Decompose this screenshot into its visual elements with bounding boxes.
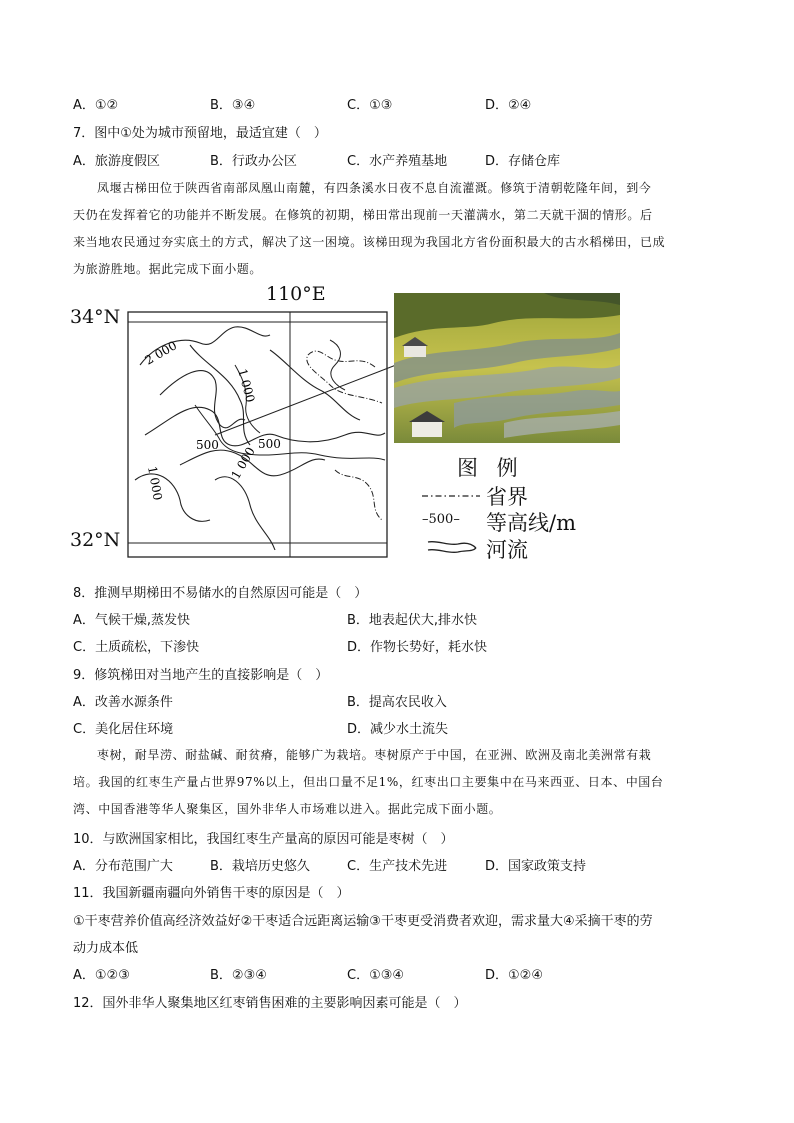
contour-line-icon: –500–	[422, 512, 460, 527]
q11-statements-line1: ①干枣营养价值高经济效益好②干枣适合远距离运输③干枣更受消费者欢迎，需求量大④采摘干枣的劳	[73, 914, 653, 929]
q11-option-c[interactable]: C．①③④	[347, 968, 405, 983]
contour-line-symbol: 500	[428, 512, 454, 527]
q11-option-a[interactable]: A．①②③	[73, 968, 130, 983]
q9-option-d[interactable]: D．减少水土流失	[347, 722, 449, 737]
q10-stem: 10．与欧洲国家相比，我国红枣生产量高的原因可能是枣树（ ）	[73, 832, 454, 847]
q9-option-b[interactable]: B．提高农民收入	[347, 695, 447, 710]
q11-option-b[interactable]: B．②③④	[210, 968, 267, 983]
q8-option-a[interactable]: A．气候干燥,蒸发快	[73, 613, 191, 628]
river-trib	[330, 340, 345, 390]
contour-label: 500	[258, 437, 281, 451]
latitude-bottom-label: 32°N	[70, 529, 121, 551]
contour-label: 1 000	[228, 444, 258, 482]
q7-option-b[interactable]: B．行政办公区	[210, 154, 297, 169]
passage2-line: 培。我国的红枣生产量占世界97%以上，但出口量不足1%，红枣出口主要集中在马来西亚、日本、中国台	[73, 775, 664, 789]
q9-option-a[interactable]: A．改善水源条件	[73, 695, 173, 710]
longitude-label: 110°E	[266, 283, 326, 305]
legend-title: 图 例	[457, 456, 524, 480]
q8-option-c[interactable]: C．土质疏松，下渗快	[73, 640, 200, 655]
q6-option-d[interactable]: D．②④	[485, 98, 532, 113]
contour-label: 1 000	[235, 367, 258, 404]
q8-option-b[interactable]: B．地表起伏大,排水快	[347, 613, 478, 628]
contour-1000	[160, 371, 245, 428]
passage2-line: 湾、中国香港等华人聚集区，国外非华人市场难以进入。据此完成下面小题。	[73, 802, 502, 816]
q8-stem: 8．推测早期梯田不易储水的自然原因可能是（ ）	[73, 586, 368, 601]
passage1-line: 为旅游胜地。据此完成下面小题。	[73, 262, 263, 276]
contour-1000-c	[215, 477, 275, 550]
river-icon	[424, 536, 480, 558]
q8-option-d[interactable]: D．作物长势好，耗水快	[347, 640, 488, 655]
legend-label-contour: 等高线/m	[486, 511, 576, 535]
q10-option-c[interactable]: C．生产技术先进	[347, 859, 448, 874]
q6-option-c[interactable]: C．①③	[347, 98, 393, 113]
terrace-photo	[394, 293, 620, 443]
latitude-top-label: 34°N	[70, 306, 121, 328]
legend-label-province: 省界	[486, 485, 528, 509]
contour-1000-b	[135, 474, 210, 521]
q10-option-a[interactable]: A．分布范围广大	[73, 859, 173, 874]
q9-stem: 9．修筑梯田对当地产生的直接影响是（ ）	[73, 668, 329, 683]
contour-label: 1 000	[145, 465, 165, 502]
contour-label: 2 000	[142, 338, 180, 368]
q10-option-b[interactable]: B．栽培历史悠久	[210, 859, 310, 874]
q11-statements-line2: 动力成本低	[73, 941, 139, 956]
passage1-line: 天仍在发挥着它的功能并不断发展。在修筑的初期，梯田常出现前一天灌满水，第二天就干涸的情形。后	[73, 208, 653, 222]
passage2-line: 枣树，耐旱涝、耐盐碱、耐贫瘠，能够广为栽培。枣树原产于中国，在亚洲、欧洲及南北美洲常有栽	[97, 748, 652, 762]
legend-label-river: 河流	[486, 538, 528, 562]
passage1-line: 凤堰古梯田位于陕西省南部凤凰山南麓，有四条溪水日夜不息自流灌溉。修筑于清朝乾隆年间，到今	[97, 181, 652, 195]
q7-option-a[interactable]: A．旅游度假区	[73, 154, 160, 169]
q11-option-d[interactable]: D．①②④	[485, 968, 543, 983]
dash-dot-line-icon	[420, 486, 482, 506]
contour-map	[120, 305, 400, 563]
province-boundary-2	[335, 470, 382, 520]
passage1-line: 来当地农民通过夯实底土的方式，解决了这一困境。该梯田现为我国北方省份面积最大的古水稻梯田，已成	[73, 235, 666, 249]
q7-option-d[interactable]: D．存储仓库	[485, 154, 561, 169]
q7-stem: 7．图中①处为城市预留地，最适宜建（ ）	[73, 126, 327, 141]
q10-option-d[interactable]: D．国家政策支持	[485, 859, 587, 874]
q7-option-c[interactable]: C．水产养殖基地	[347, 154, 448, 169]
q9-option-c[interactable]: C．美化居住环境	[73, 722, 174, 737]
q6-option-a[interactable]: A．①②	[73, 98, 119, 113]
contour-extra-2	[270, 350, 360, 420]
q12-stem: 12．国外非华人聚集地区红枣销售困难的主要影响因素可能是（ ）	[73, 996, 467, 1011]
contour-label: 500	[196, 438, 219, 452]
q6-option-b[interactable]: B．③④	[210, 98, 256, 113]
q11-stem: 11．我国新疆南疆向外销售干枣的原因是（ ）	[73, 886, 350, 901]
